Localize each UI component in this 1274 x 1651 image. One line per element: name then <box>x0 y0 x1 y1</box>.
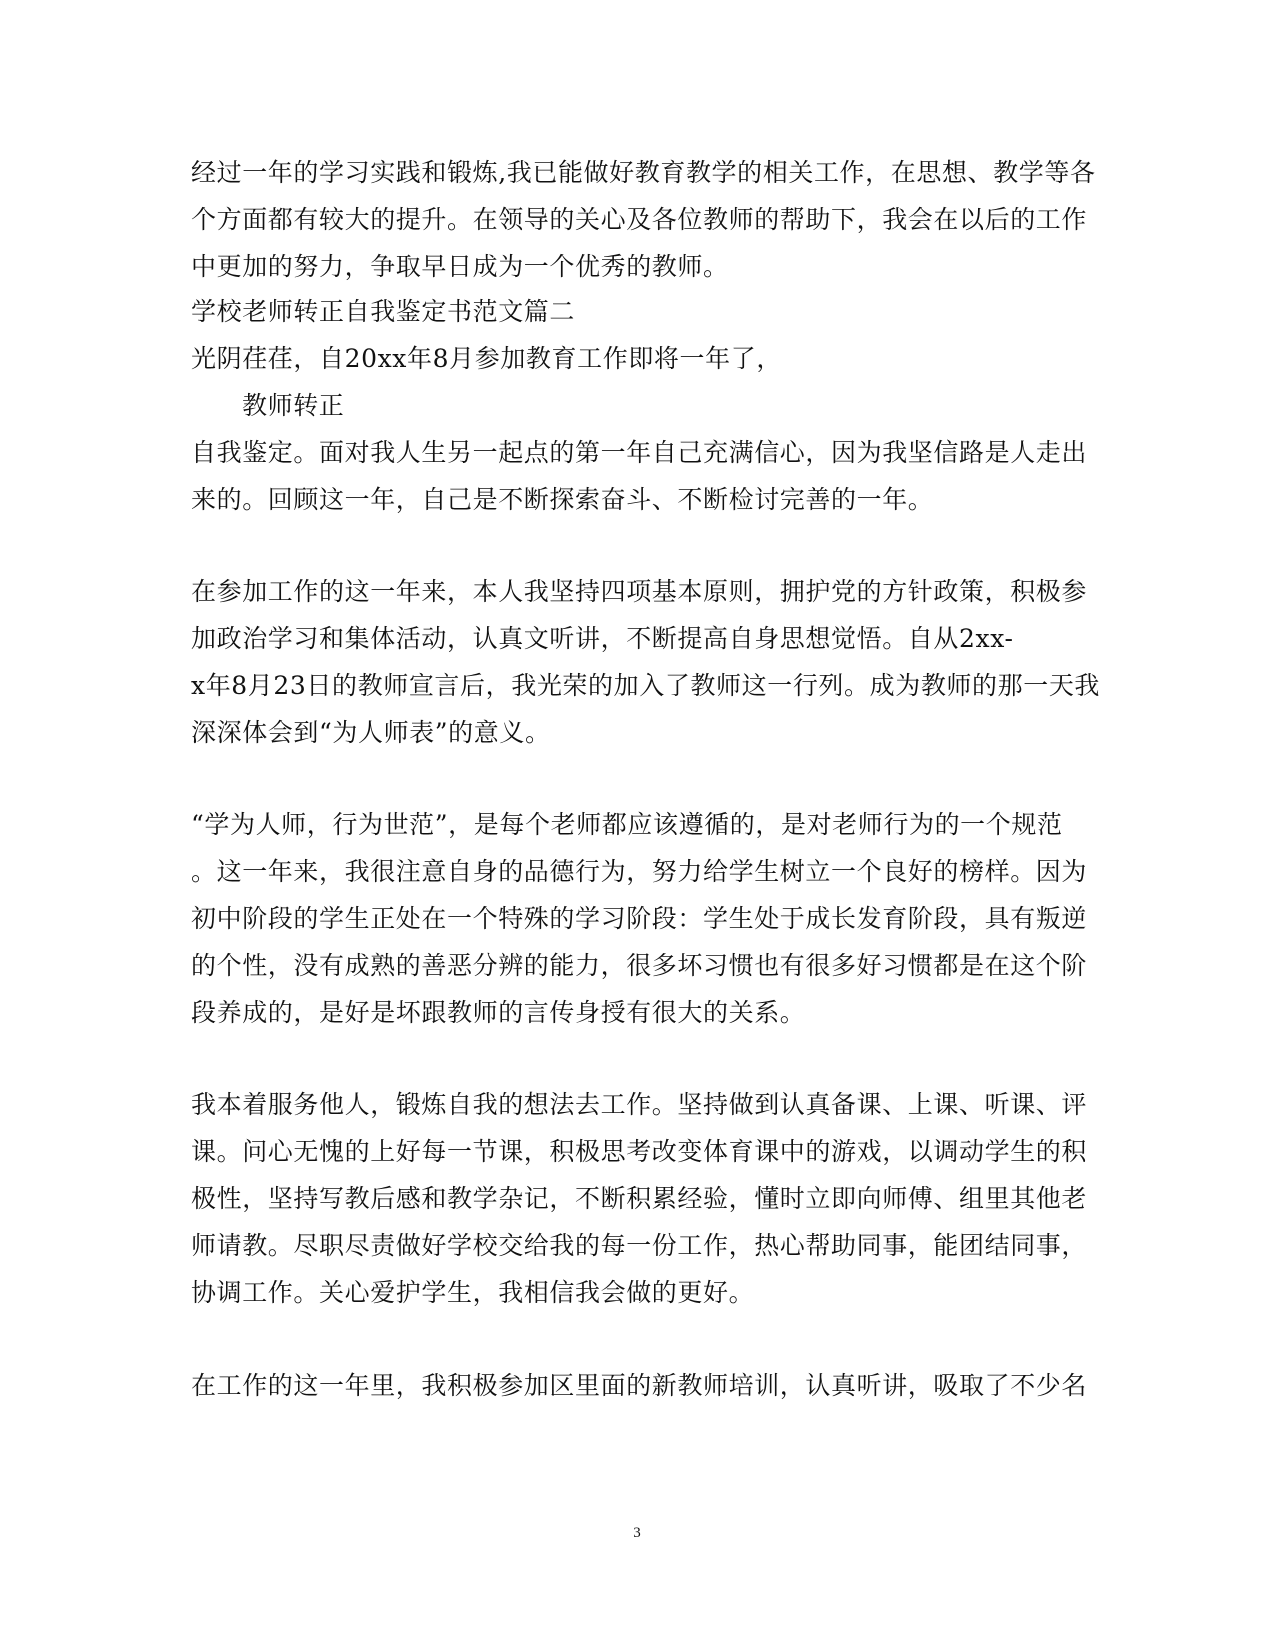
text-line: 个方面都有较大的提升。在领导的关心及各位教师的帮助下，我会在以后的工作 <box>191 205 1088 234</box>
text-line: 经过一年的学习实践和锻炼,我已能做好教育教学的相关工作，在思想、教学等各 <box>191 158 1096 187</box>
section-heading: 学校老师转正自我鉴定书范文篇二 <box>191 297 576 326</box>
text-line: 课。问心无愧的上好每一节课，积极思考改变体育课中的游戏，以调动学生的积 <box>191 1137 1088 1166</box>
text-line: x年8月23日的教师宣言后，我光荣的加入了教师这一行列。成为教师的那一天我 <box>191 671 1101 700</box>
text-line: 的个性，没有成熟的善恶分辨的能力，很多坏习惯也有很多好习惯都是在这个阶 <box>191 951 1088 980</box>
text-line: 极性，坚持写教后感和教学杂记，不断积累经验，懂时立即向师傅、组里其他老 <box>191 1184 1088 1213</box>
text-line: “学为人师，行为世范”，是每个老师都应该遵循的，是对老师行为的一个规范 <box>191 810 1063 839</box>
text-line: 初中阶段的学生正处在一个特殊的学习阶段：学生处于成长发育阶段，具有叛逆 <box>191 904 1088 933</box>
text-line: 段养成的，是好是坏跟教师的言传身授有很大的关系。 <box>191 998 806 1027</box>
text-line: 我本着服务他人，锻炼自我的想法去工作。坚持做到认真备课、上课、听课、评 <box>191 1090 1088 1119</box>
text-line: 深深体会到“为人师表”的意义。 <box>191 718 551 747</box>
text-line: 师请教。尽职尽责做好学校交给我的每一份工作，热心帮助同事，能团结同事， <box>191 1231 1088 1260</box>
text-line: 光阴荏荏，自20xx年8月参加教育工作即将一年了， <box>191 344 782 373</box>
text-line: 加政治学习和集体活动，认真文听讲，不断提高自身思想觉悟。自从2xx- <box>191 624 1014 653</box>
text-line: 教师转正 <box>242 391 345 420</box>
text-line: 中更加的努力，争取早日成为一个优秀的教师。 <box>191 252 729 281</box>
page-number: 3 <box>633 1525 641 1541</box>
text-line: 协调工作。关心爱护学生，我相信我会做的更好。 <box>191 1278 755 1307</box>
text-line: 来的。回顾这一年，自己是不断探索奋斗、不断检讨完善的一年。 <box>191 485 934 514</box>
text-line: 在参加工作的这一年来，本人我坚持四项基本原则，拥护党的方针政策，积极参 <box>191 577 1088 606</box>
text-line: 自我鉴定。面对我人生另一起点的第一年自己充满信心，因为我坚信路是人走出 <box>191 438 1088 467</box>
text-line: 在工作的这一年里，我积极参加区里面的新教师培训，认真听讲，吸取了不少名 <box>191 1371 1088 1400</box>
text-line: 。这一年来，我很注意自身的品德行为，努力给学生树立一个良好的榜样。因为 <box>191 857 1088 886</box>
